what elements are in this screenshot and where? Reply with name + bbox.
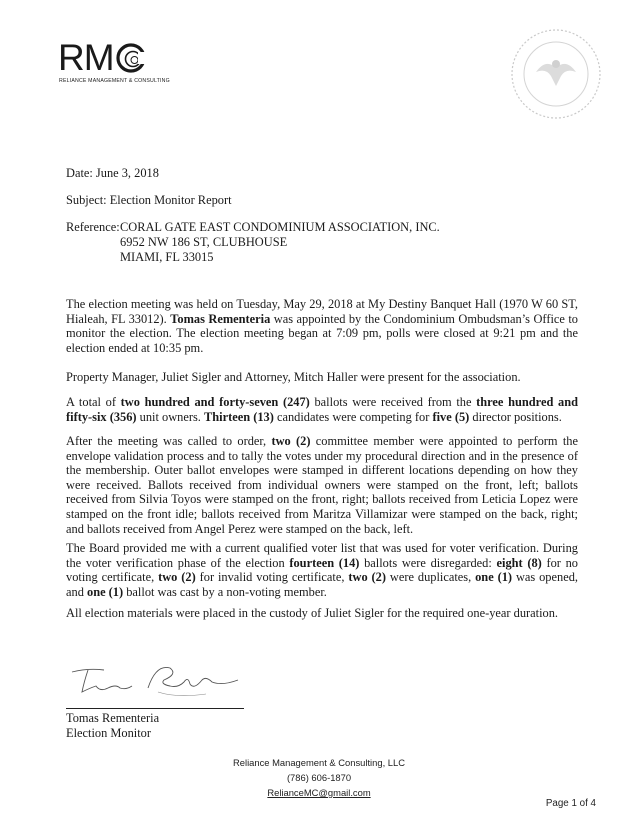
reference-line-3: MIAMI, FL 33015 [120,250,214,264]
footer-phone: (786) 606-1870 [286,772,352,783]
signature-line [66,708,244,709]
subject-line: Subject: Election Monitor Report [66,193,232,207]
paragraph-attendees: Property Manager, Juliet Sigler and Attorney, Mitch Haller were present for the association. [66,370,521,384]
company-logo [58,37,170,88]
paragraph-meeting-info: The election meeting was held on Tuesday, May 29, 2018 at My Destiny Banquet Hall (1970 W 60 ST, Hialeah, FL 33012). Tomas Rementeria was appointed by the Condominium Ombudsman’s Office to monitor the election. The election meeting began at 7:09 pm, polls were closed at 9:21 pm and the election ended at 10:35 pm. [66,297,578,355]
reference-line-1: CORAL GATE EAST CONDOMINIUM ASSOCIATION, INC. [120,220,440,234]
reference-label: Reference: [66,220,120,234]
logo-mark: RM [58,37,114,78]
ombudsman-seal-icon [506,24,606,124]
footer-email-link[interactable]: RelianceMC@gmail.com [267,787,371,798]
footer-company: Reliance Management & Consulting, LLC [233,757,405,768]
signer-title: Election Monitor [66,726,151,740]
reference-line-2: 6952 NW 186 ST, CLUBHOUSE [120,235,288,249]
paragraph-ballot-totals: A total of two hundred and forty-seven (247) ballots were received from the three hundred and fifty-six (356) unit owners. Thirteen (13) candidates were competing for five (5) director positions. [66,395,578,424]
paragraph-custody: All election materials were placed in the custody of Juliet Sigler for the required one-year duration. [66,606,559,620]
signer-name: Tomas Rementeria [66,711,160,725]
paragraph-procedure: After the meeting was called to order, two (2) committee member were appointed to perform the envelope validation process and to tally the votes under my procedural direction and in the presence of the membership. Outer ballot envelopes were stamped in different locations depending on how they were received. Ballots received from individual owners were stamped on the front, left; ballots received from Silvia Toyos were stamped on the front, right; ballots received from Leticia Lopez were stamped on the front idle; ballots received from Maritza Villamizar were stamped on the back, right; and ballots received from Angel Perez were stamped on the back, left. [66,434,578,536]
logo-circle-icon [116,42,146,74]
paragraph-verification: The Board provided me with a current qualified voter list that was used for voter verification. During the voter verification phase of the election fourteen (14) ballots were disregarded: eight (8) for no voting certificate, two (2) for invalid voting certificate, two (2) were duplicates, one (1) was opened, and one (1) ballot was cast by a non-voting member. [66,541,578,599]
page-number: Page 1 of 4 [545,798,596,809]
date-line: Date: June 3, 2018 [66,166,159,180]
logo-tagline: RELIANCE MANAGEMENT & CONSULTING [59,78,170,84]
handwritten-signature [66,658,246,706]
